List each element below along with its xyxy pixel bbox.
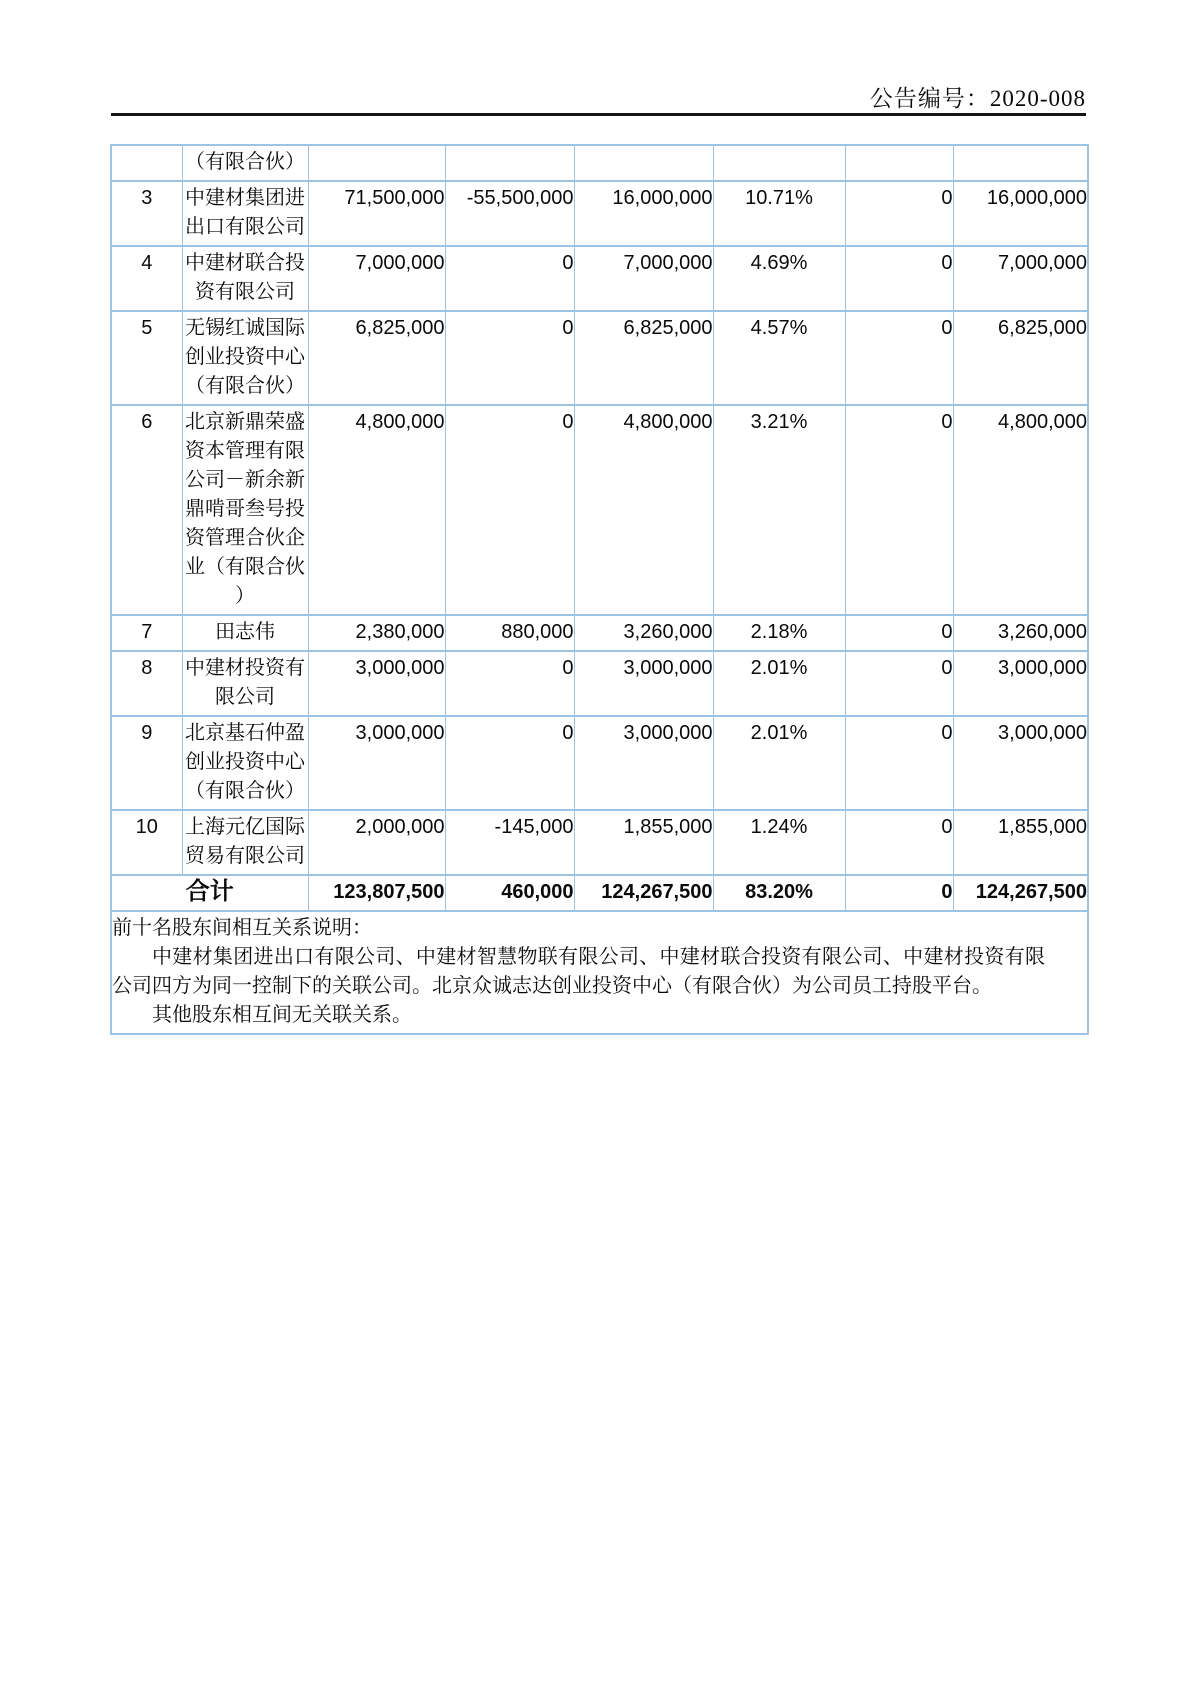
cell-shareholder-name: 北京基石仲盈创业投资中心（有限合伙） bbox=[182, 716, 308, 810]
cell-shares-total: 3,000,000 bbox=[953, 716, 1088, 810]
relationship-notes bbox=[111, 911, 1088, 1034]
cell-shareholding-ratio: 2.01% bbox=[713, 716, 845, 810]
cell-pledged-frozen: 0 bbox=[845, 311, 953, 405]
cell-shareholding-ratio: 1.24% bbox=[713, 810, 845, 875]
cell-shareholding-ratio: 2.01% bbox=[713, 651, 845, 716]
cell-shares-final: 3,260,000 bbox=[574, 615, 713, 651]
cell-shareholding-ratio: 2.18% bbox=[713, 615, 845, 651]
cell-shareholding-ratio-total: 83.20% bbox=[713, 875, 845, 911]
cell-shares-initial: 3,000,000 bbox=[308, 716, 445, 810]
table-row bbox=[111, 405, 1088, 615]
cell-shares-initial: 7,000,000 bbox=[308, 246, 445, 311]
cell-shares-total bbox=[953, 145, 1088, 181]
table-row bbox=[111, 246, 1088, 311]
cell-pledged-frozen: 0 bbox=[845, 246, 953, 311]
shareholders-table bbox=[110, 144, 1089, 1035]
cell-shareholding-ratio: 4.69% bbox=[713, 246, 845, 311]
cell-pledged-frozen: 0 bbox=[845, 615, 953, 651]
cell-shares-final: 3,000,000 bbox=[574, 716, 713, 810]
cell-shareholder-name: 中建材集团进出口有限公司 bbox=[182, 181, 308, 246]
cell-shares-final bbox=[574, 145, 713, 181]
cell-shares-grand-total: 124,267,500 bbox=[953, 875, 1088, 911]
cell-shares-total: 16,000,000 bbox=[953, 181, 1088, 246]
cell-rank: 3 bbox=[111, 181, 182, 246]
table-row bbox=[111, 615, 1088, 651]
cell-shares-final: 7,000,000 bbox=[574, 246, 713, 311]
cell-shares-initial: 2,000,000 bbox=[308, 810, 445, 875]
cell-shareholder-name: （有限合伙） bbox=[182, 145, 308, 181]
notes-heading: 前十名股东间相互关系说明： bbox=[112, 917, 372, 939]
cell-shares-change: 0 bbox=[445, 311, 574, 405]
cell-shares-initial: 3,000,000 bbox=[308, 651, 445, 716]
cell-pledged-frozen bbox=[845, 145, 953, 181]
cell-shares-initial: 6,825,000 bbox=[308, 311, 445, 405]
cell-pledged-frozen: 0 bbox=[845, 716, 953, 810]
notes-paragraph: 其他股东相互间无关联关系。 bbox=[152, 1004, 412, 1026]
cell-shares-initial bbox=[308, 145, 445, 181]
cell-shares-change: 0 bbox=[445, 651, 574, 716]
cell-shares-final: 16,000,000 bbox=[574, 181, 713, 246]
cell-shares-change-total: 460,000 bbox=[445, 875, 574, 911]
cell-pledged-frozen: 0 bbox=[845, 651, 953, 716]
table-notes-row bbox=[111, 911, 1088, 1034]
cell-shares-change: 0 bbox=[445, 246, 574, 311]
cell-shareholder-name: 中建材联合投资有限公司 bbox=[182, 246, 308, 311]
cell-rank: 8 bbox=[111, 651, 182, 716]
cell-shareholder-name: 北京新鼎荣盛资本管理有限公司－新余新鼎啃哥叁号投资管理合伙企业（有限合伙） bbox=[182, 405, 308, 615]
cell-shares-total: 6,825,000 bbox=[953, 311, 1088, 405]
cell-shareholding-ratio: 4.57% bbox=[713, 311, 845, 405]
doc-number: 公告编号：2020-008 bbox=[869, 86, 1086, 111]
cell-pledged-frozen: 0 bbox=[845, 181, 953, 246]
cell-shares-initial: 4,800,000 bbox=[308, 405, 445, 615]
cell-shares-final: 4,800,000 bbox=[574, 405, 713, 615]
table-row bbox=[111, 311, 1088, 405]
cell-shares-final-total: 124,267,500 bbox=[574, 875, 713, 911]
cell-rank: 9 bbox=[111, 716, 182, 810]
table-total-row bbox=[111, 875, 1088, 911]
cell-rank: 6 bbox=[111, 405, 182, 615]
cell-rank: 4 bbox=[111, 246, 182, 311]
cell-rank: 7 bbox=[111, 615, 182, 651]
table-row bbox=[111, 651, 1088, 716]
cell-pledged-frozen: 0 bbox=[845, 405, 953, 615]
cell-pledged-frozen: 0 bbox=[845, 810, 953, 875]
cell-shares-final: 3,000,000 bbox=[574, 651, 713, 716]
cell-shareholding-ratio: 10.71% bbox=[713, 181, 845, 246]
cell-rank: 10 bbox=[111, 810, 182, 875]
cell-shares-initial-total: 123,807,500 bbox=[308, 875, 445, 911]
cell-shares-initial: 71,500,000 bbox=[308, 181, 445, 246]
cell-shares-total: 3,000,000 bbox=[953, 651, 1088, 716]
cell-shares-final: 1,855,000 bbox=[574, 810, 713, 875]
cell-shareholder-name: 田志伟 bbox=[182, 615, 308, 651]
cell-shares-change: -145,000 bbox=[445, 810, 574, 875]
cell-shareholding-ratio: 3.21% bbox=[713, 405, 845, 615]
cell-shares-final: 6,825,000 bbox=[574, 311, 713, 405]
table-row bbox=[111, 716, 1088, 810]
cell-shares-total: 1,855,000 bbox=[953, 810, 1088, 875]
cell-shareholding-ratio bbox=[713, 145, 845, 181]
cell-shares-total: 3,260,000 bbox=[953, 615, 1088, 651]
cell-shares-total: 7,000,000 bbox=[953, 246, 1088, 311]
cell-shares-change: 0 bbox=[445, 716, 574, 810]
cell-shares-change: 0 bbox=[445, 405, 574, 615]
cell-rank: 5 bbox=[111, 311, 182, 405]
cell-shares-change: 880,000 bbox=[445, 615, 574, 651]
cell-shares-change: -55,500,000 bbox=[445, 181, 574, 246]
cell-pledged-frozen-total: 0 bbox=[845, 875, 953, 911]
cell-rank bbox=[111, 145, 182, 181]
cell-total-label: 合计 bbox=[111, 875, 308, 911]
cell-shares-total: 4,800,000 bbox=[953, 405, 1088, 615]
cell-shareholder-name: 上海元亿国际贸易有限公司 bbox=[182, 810, 308, 875]
table-row-continuation bbox=[111, 145, 1088, 181]
notes-paragraph: 中建材集团进出口有限公司、中建材智慧物联有限公司、中建材联合投资有限公司、中建材投资有限公司四方为同一控制下的关联公司。北京众诚志达创业投资中心（有限合伙）为公司员工持股平台。 bbox=[112, 946, 1045, 997]
cell-shareholder-name: 中建材投资有限公司 bbox=[182, 651, 308, 716]
cell-shareholder-name: 无锡红诚国际创业投资中心（有限合伙） bbox=[182, 311, 308, 405]
cell-shares-initial: 2,380,000 bbox=[308, 615, 445, 651]
shareholders-table-wrap bbox=[110, 144, 1087, 1035]
cell-shares-change bbox=[445, 145, 574, 181]
table-row bbox=[111, 810, 1088, 875]
header-rule bbox=[111, 113, 1086, 116]
table-row bbox=[111, 181, 1088, 246]
